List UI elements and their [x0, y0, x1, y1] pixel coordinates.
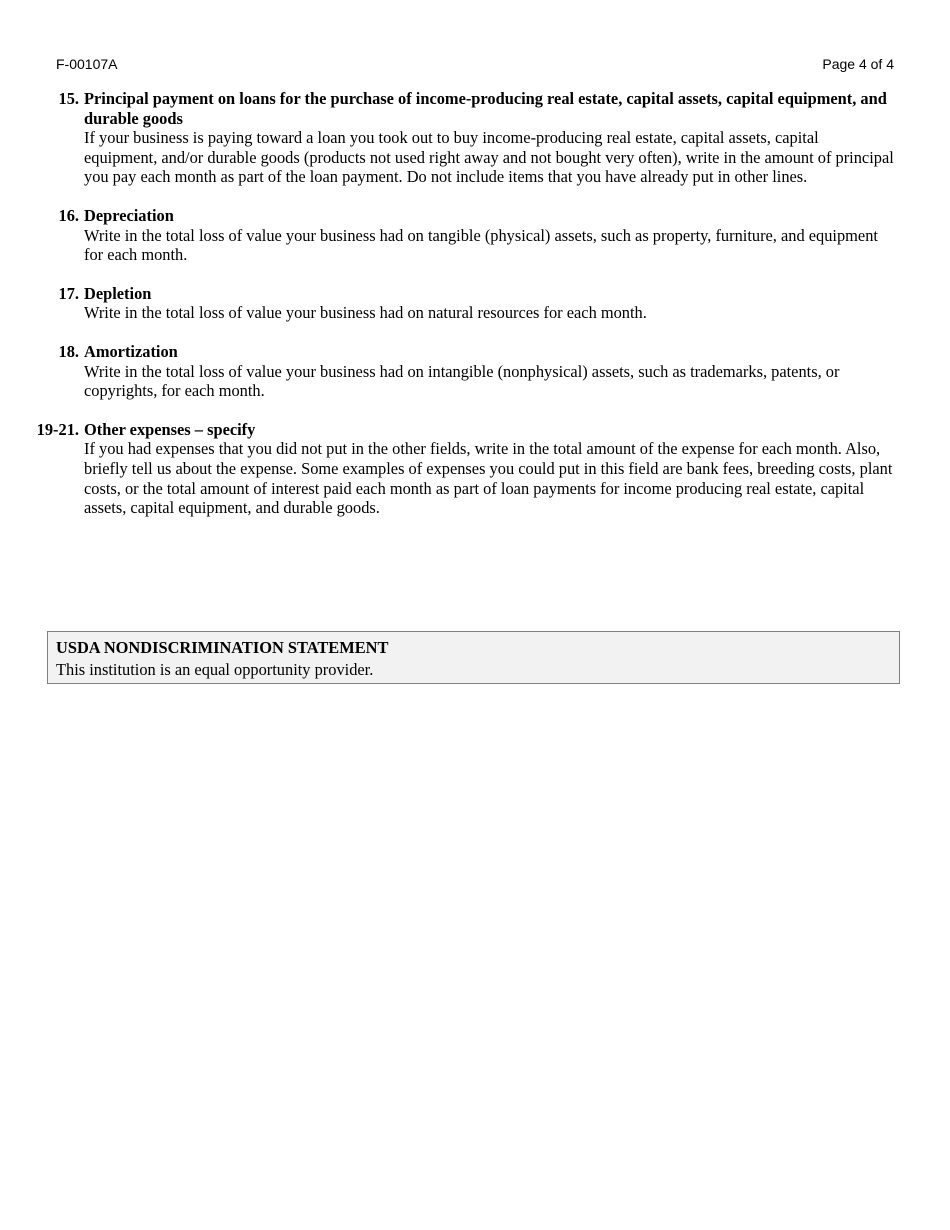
instruction-list	[0, 89, 950, 537]
statement-title: USDA NONDISCRIMINATION STATEMENT	[56, 638, 389, 657]
item-content	[84, 284, 896, 323]
item-number: 18.	[58, 341, 79, 361]
item-body: Write in the total loss of value your business had on tangible (physical) assets, such as property, furniture, and equipment for each month.	[84, 225, 878, 265]
item-number: 17.	[58, 283, 79, 303]
item-content	[84, 342, 896, 401]
instruction-item-17	[0, 284, 950, 323]
item-title: Principal payment on loans for the purchase of income-producing real estate, capital assets, capital equipment, and durable goods	[84, 89, 887, 128]
instruction-item-16	[0, 206, 950, 265]
item-body: If your business is paying toward a loan you took out to buy income-producing real estate, capital assets, capital equipment, and/or durable goods (products not used right away and not bought very often), write in the amount of principal you pay each month as part of the loan payment. Do not include items that you have already put in other lines.	[84, 128, 894, 187]
nondiscrimination-statement-box	[47, 631, 900, 684]
item-number: 15.	[58, 89, 79, 108]
page-number: Page 4 of 4	[822, 56, 894, 72]
statement-text: This institution is an equal opportunity provider.	[56, 660, 374, 679]
instruction-item-15	[0, 89, 950, 187]
item-body: If you had expenses that you did not put in the other fields, write in the total amount of the expense for each month. Also, briefly tell us about the expense. Some examples of expenses you could put in this field are bank fees, breeding costs, plant costs, or the total amount of interest paid each month as part of loan payments for income producing real estate, capital assets, capital equipment, and durable goods.	[84, 439, 893, 518]
item-content	[84, 89, 896, 187]
item-title: Amortization	[84, 341, 178, 361]
item-content	[84, 420, 896, 518]
item-content	[84, 206, 896, 265]
item-title: Depletion	[84, 283, 152, 303]
item-number: 19-21.	[36, 419, 79, 439]
item-number: 16.	[58, 205, 79, 225]
item-title: Depreciation	[84, 205, 174, 225]
instruction-item-19-21	[0, 420, 950, 518]
instruction-item-18	[0, 342, 950, 401]
item-body: Write in the total loss of value your business had on intangible (nonphysical) assets, such as trademarks, patents, or copyrights, for each month.	[84, 361, 840, 401]
item-title: Other expenses – specify	[84, 419, 256, 439]
item-body: Write in the total loss of value your business had on natural resources for each month.	[84, 303, 647, 323]
form-number: F-00107A	[56, 56, 118, 72]
